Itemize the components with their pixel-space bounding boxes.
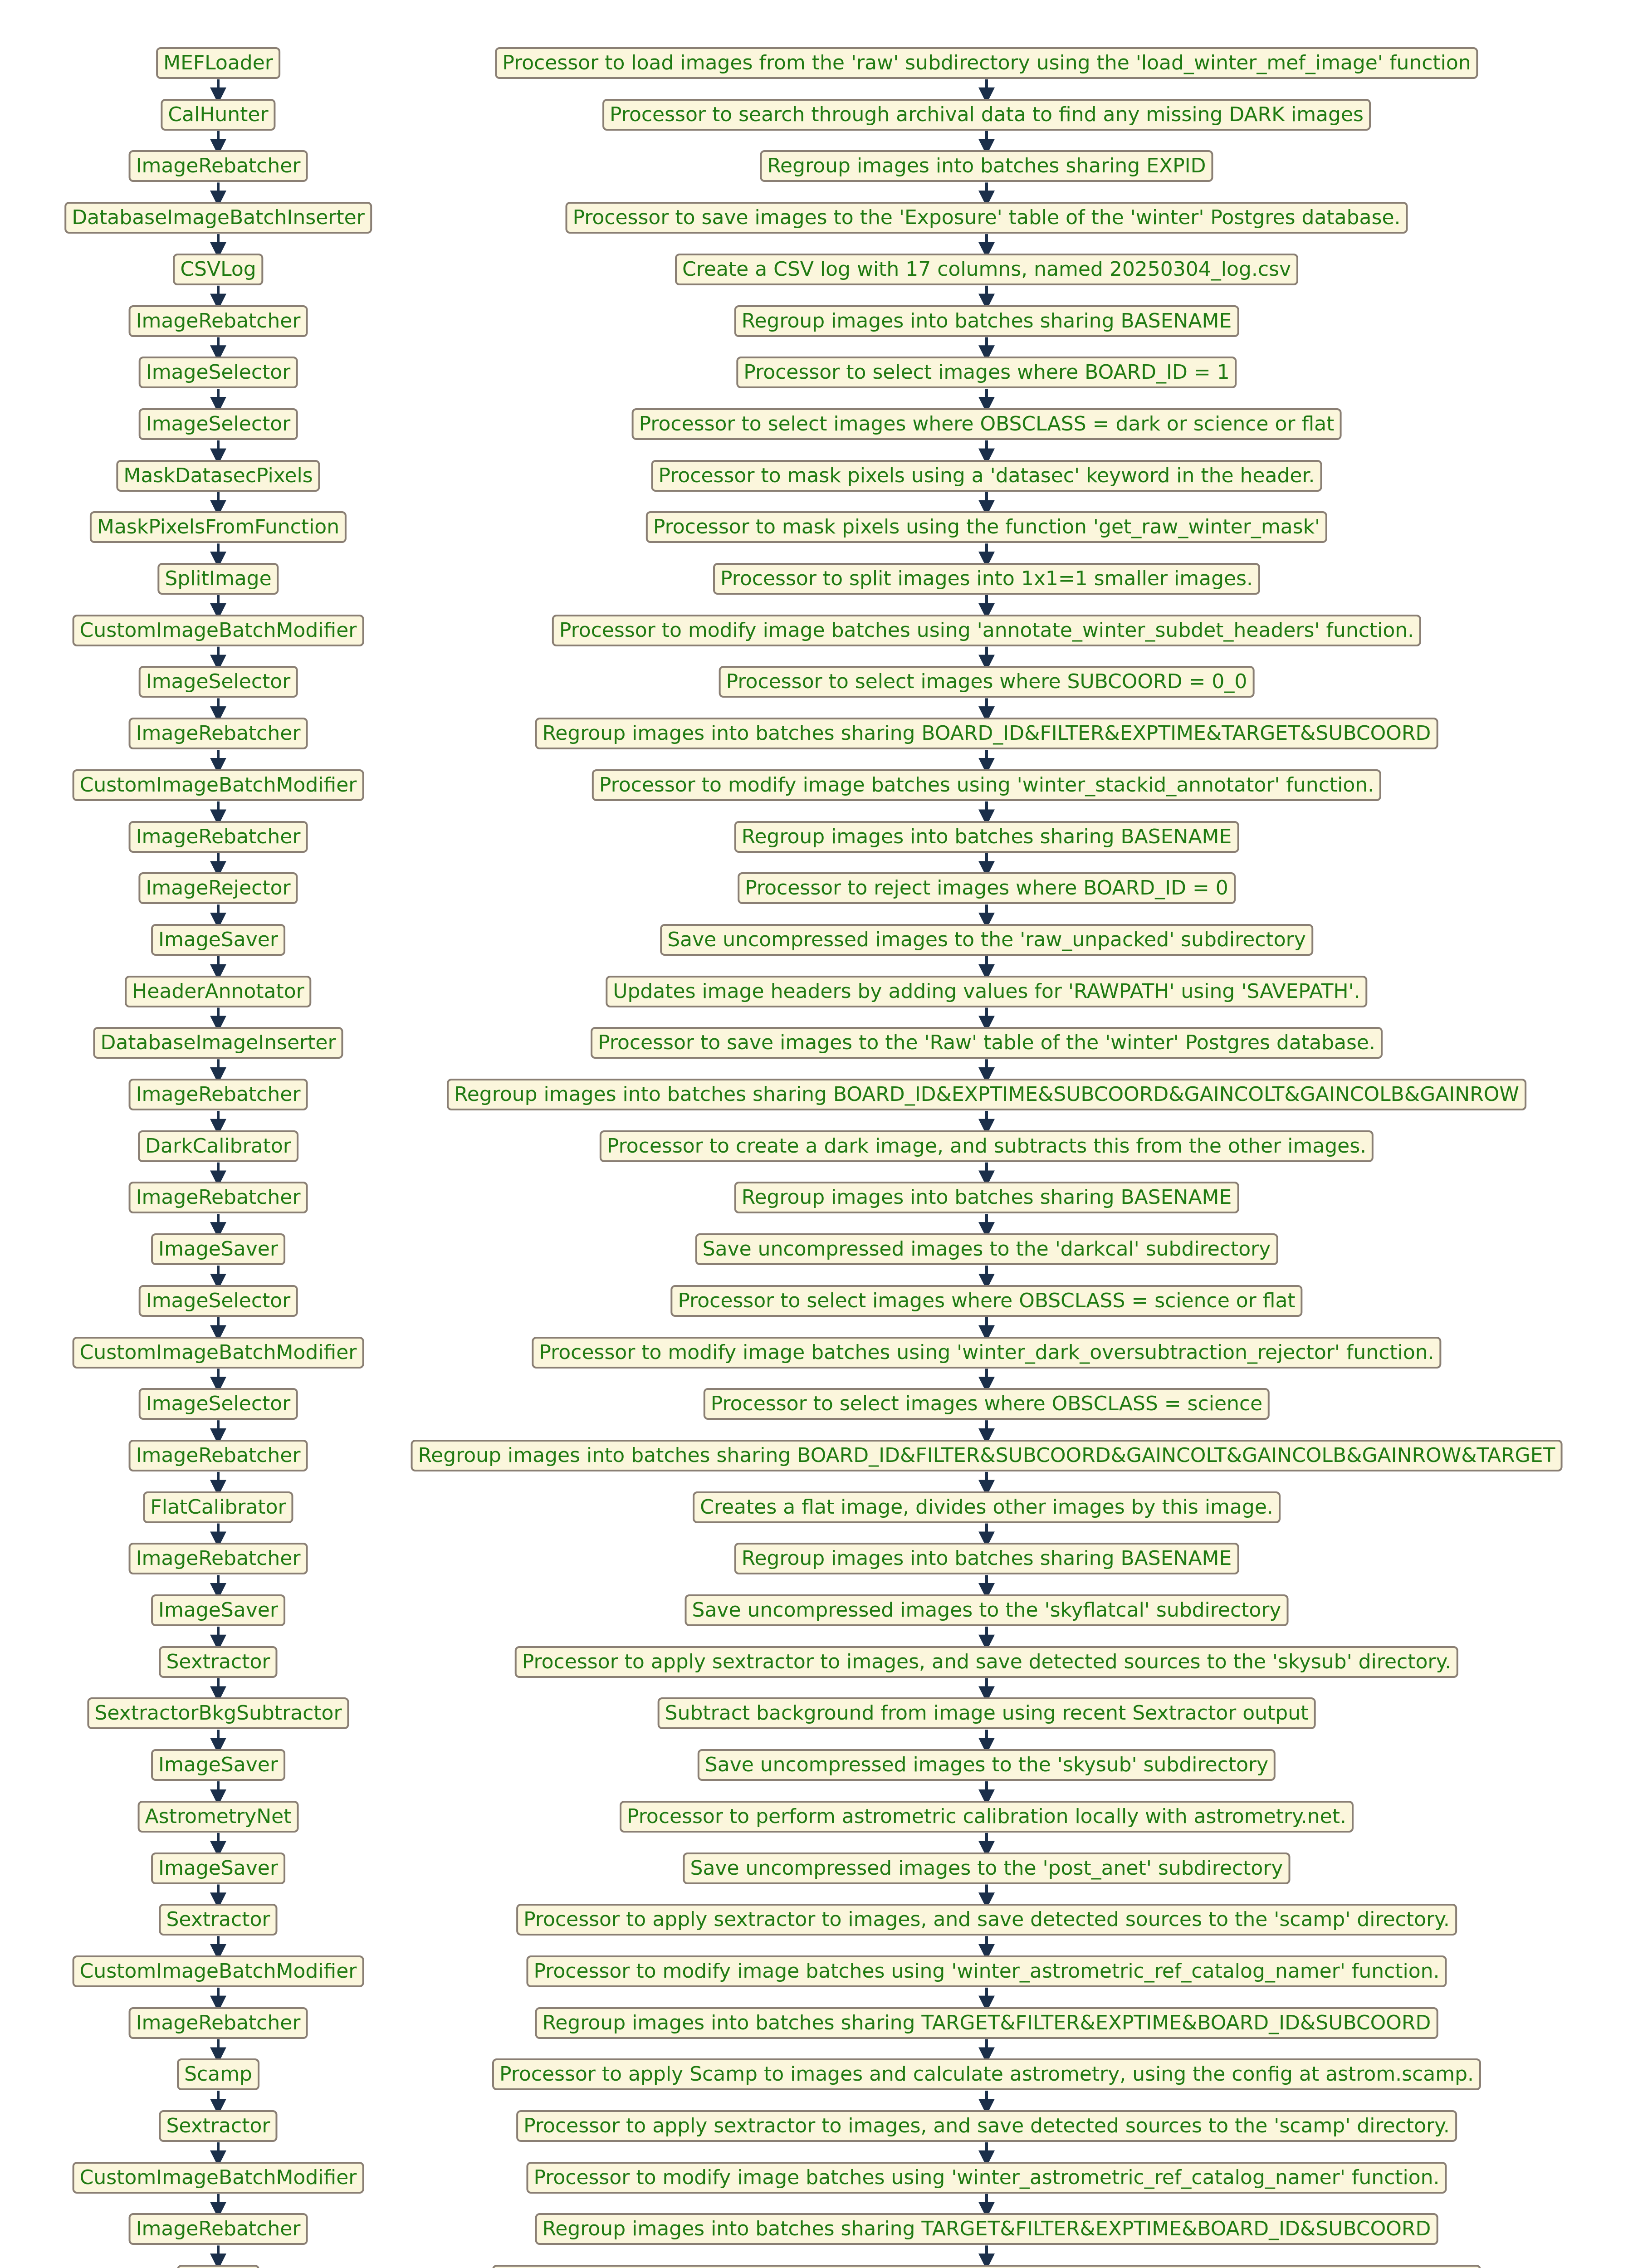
step-name-box: ImageRebatcher bbox=[129, 2007, 308, 2039]
step-description-box: Processor to search through archival data to find any missing DARK images bbox=[602, 99, 1371, 131]
step-name-box: MaskDatasecPixels bbox=[116, 460, 320, 492]
step-description-box: Processor to reject images where BOARD_ID = 0 bbox=[738, 872, 1236, 904]
step-description-box: Regroup images into batches sharing EXPID bbox=[760, 150, 1213, 182]
step-description-box: Creates a flat image, divides other images by this image. bbox=[693, 1491, 1281, 1523]
step-name-box: CustomImageBatchModifier bbox=[73, 615, 364, 646]
step-description-box: Regroup images into batches sharing BOARD_ID&FILTER&SUBCOORD&GAINCOLT&GAINCOLB&GAINROW&TARGET bbox=[411, 1440, 1563, 1471]
step-description-box: Regroup images into batches sharing BOARD_ID&FILTER&EXPTIME&TARGET&SUBCOORD bbox=[535, 718, 1438, 749]
step-description-box: Processor to modify image batches using 'winter_astrometric_ref_catalog_namer' function. bbox=[526, 1955, 1447, 1987]
step-name-box: CSVLog bbox=[173, 254, 263, 285]
step-name-box: CustomImageBatchModifier bbox=[73, 1955, 364, 1987]
step-name-box: DatabaseImageInserter bbox=[93, 1027, 343, 1059]
step-description-box: Processor to modify image batches using 'winter_stackid_annotator' function. bbox=[592, 769, 1381, 801]
step-description-box: Regroup images into batches sharing BASENAME bbox=[734, 821, 1239, 853]
step-name-box: SplitImage bbox=[157, 563, 279, 595]
step-description-box: Regroup images into batches sharing TARGET&FILTER&EXPTIME&BOARD_ID&SUBCOORD bbox=[535, 2007, 1438, 2039]
step-name-box: ImageSaver bbox=[151, 1233, 285, 1265]
step-description-box: Processor to modify image batches using 'annotate_winter_subdet_headers' function. bbox=[552, 615, 1421, 646]
step-description-box: Updates image headers by adding values for 'RAWPATH' using 'SAVEPATH'. bbox=[606, 976, 1367, 1007]
step-description-box: Save uncompressed images to the 'darkcal' subdirectory bbox=[695, 1233, 1278, 1265]
step-description-box: Processor to select images where SUBCOORD = 0_0 bbox=[719, 666, 1255, 698]
step-name-box: FlatCalibrator bbox=[143, 1491, 293, 1523]
step-name-box: ImageSelector bbox=[139, 1285, 298, 1317]
step-description-box: Regroup images into batches sharing BASENAME bbox=[734, 1182, 1239, 1213]
step-name-box: SextractorBkgSubtractor bbox=[87, 1697, 349, 1729]
step-name-box: ImageRebatcher bbox=[129, 1543, 308, 1574]
step-name-box: DarkCalibrator bbox=[138, 1130, 298, 1162]
step-description-box: Processor to select images where OBSCLASS = dark or science or flat bbox=[632, 408, 1342, 440]
step-description-box: Subtract background from image using recent Sextractor output bbox=[658, 1697, 1316, 1729]
step-description-box bbox=[492, 2265, 1481, 2268]
step-name-box: Sextractor bbox=[159, 1904, 277, 1936]
step-description-box: Processor to save images to the 'Raw' table of the 'winter' Postgres database. bbox=[591, 1027, 1383, 1059]
step-description-box: Processor to modify image batches using 'winter_dark_oversubtraction_rejector' function. bbox=[532, 1337, 1441, 1369]
step-name-box: ImageSaver bbox=[151, 924, 285, 956]
step-name-box: DatabaseImageBatchInserter bbox=[64, 202, 372, 234]
step-description-box: Regroup images into batches sharing BASENAME bbox=[734, 305, 1239, 337]
step-description-box: Processor to select images where OBSCLASS = science bbox=[704, 1388, 1270, 1420]
step-description-box: Processor to modify image batches using 'winter_astrometric_ref_catalog_namer' function. bbox=[526, 2162, 1447, 2194]
step-name-box: MaskPixelsFromFunction bbox=[90, 511, 347, 543]
step-description-box: Processor to select images where BOARD_ID = 1 bbox=[736, 357, 1237, 388]
step-name-box: AstrometryNet bbox=[138, 1801, 299, 1833]
step-name-box: ImageRebatcher bbox=[129, 305, 308, 337]
step-name-box: ImageRebatcher bbox=[129, 718, 308, 749]
step-description-box: Processor to perform astrometric calibration locally with astrometry.net. bbox=[620, 1801, 1354, 1833]
step-description-box: Processor to mask pixels using a 'datasec' keyword in the header. bbox=[651, 460, 1322, 492]
step-name-box: ImageRebatcher bbox=[129, 821, 308, 853]
step-description-box: Processor to apply sextractor to images, and save detected sources to the 'skysub' directory. bbox=[515, 1646, 1458, 1678]
step-description-box: Save uncompressed images to the 'skyflatcal' subdirectory bbox=[685, 1594, 1289, 1626]
step-name-box: ImageRebatcher bbox=[129, 150, 308, 182]
step-name-box: ImageRejector bbox=[138, 872, 298, 904]
step-name-box: CustomImageBatchModifier bbox=[73, 1337, 364, 1369]
step-name-box: CalHunter bbox=[161, 99, 275, 131]
step-description-box: Processor to create a dark image, and subtracts this from the other images. bbox=[600, 1130, 1374, 1162]
step-name-box: ImageSaver bbox=[151, 1749, 285, 1781]
step-description-box: Processor to apply Scamp to images and calculate astrometry, using the config at astrom.scamp. bbox=[492, 2058, 1481, 2090]
step-description-box: Regroup images into batches sharing TARGET&FILTER&EXPTIME&BOARD_ID&SUBCOORD bbox=[535, 2213, 1438, 2245]
step-name-box: Scamp bbox=[177, 2058, 259, 2090]
step-name-box: HeaderAnnotator bbox=[125, 976, 311, 1007]
step-name-box: ImageSaver bbox=[151, 1594, 285, 1626]
step-description-box: Processor to split images into 1x1=1 smaller images. bbox=[713, 563, 1260, 595]
step-name-box: Sextractor bbox=[159, 2110, 277, 2142]
step-description-box: Processor to save images to the 'Exposure' table of the 'winter' Postgres database. bbox=[565, 202, 1408, 234]
step-description-box: Processor to mask pixels using the function 'get_raw_winter_mask' bbox=[646, 511, 1327, 543]
step-name-box: ImageSaver bbox=[151, 1853, 285, 1884]
step-name-box: ImageRebatcher bbox=[129, 1079, 308, 1110]
step-name-box bbox=[177, 2265, 259, 2268]
step-name-box: ImageRebatcher bbox=[129, 1440, 308, 1471]
step-name-box: ImageSelector bbox=[139, 666, 298, 698]
step-name-box: ImageSelector bbox=[139, 408, 298, 440]
step-description-box: Create a CSV log with 17 columns, named 20250304_log.csv bbox=[675, 254, 1298, 285]
step-description-box: Save uncompressed images to the 'post_anet' subdirectory bbox=[683, 1853, 1291, 1884]
step-description-box: Save uncompressed images to the 'raw_unpacked' subdirectory bbox=[660, 924, 1313, 956]
step-name-box: MEFLoader bbox=[156, 47, 280, 79]
step-name-box: ImageRebatcher bbox=[129, 2213, 308, 2245]
step-description-box: Save uncompressed images to the 'skysub' subdirectory bbox=[698, 1749, 1276, 1781]
step-description-box: Regroup images into batches sharing BOARD_ID&EXPTIME&SUBCOORD&GAINCOLT&GAINCOLB&GAINROW bbox=[447, 1079, 1526, 1110]
step-name-box: Sextractor bbox=[159, 1646, 277, 1678]
step-name-box: ImageRebatcher bbox=[129, 1182, 308, 1213]
step-description-box: Processor to load images from the 'raw' subdirectory using the 'load_winter_mef_image' function bbox=[495, 47, 1478, 79]
step-description-box: Processor to apply sextractor to images, and save detected sources to the 'scamp' directory. bbox=[516, 1904, 1457, 1936]
step-name-box: ImageSelector bbox=[139, 357, 298, 388]
step-description-box: Processor to apply sextractor to images, and save detected sources to the 'scamp' directory. bbox=[516, 2110, 1457, 2142]
step-name-box: CustomImageBatchModifier bbox=[73, 2162, 364, 2194]
step-name-box: ImageSelector bbox=[139, 1388, 298, 1420]
step-name-box: CustomImageBatchModifier bbox=[73, 769, 364, 801]
step-description-box: Processor to select images where OBSCLASS = science or flat bbox=[670, 1285, 1302, 1317]
step-description-box: Regroup images into batches sharing BASENAME bbox=[734, 1543, 1239, 1574]
